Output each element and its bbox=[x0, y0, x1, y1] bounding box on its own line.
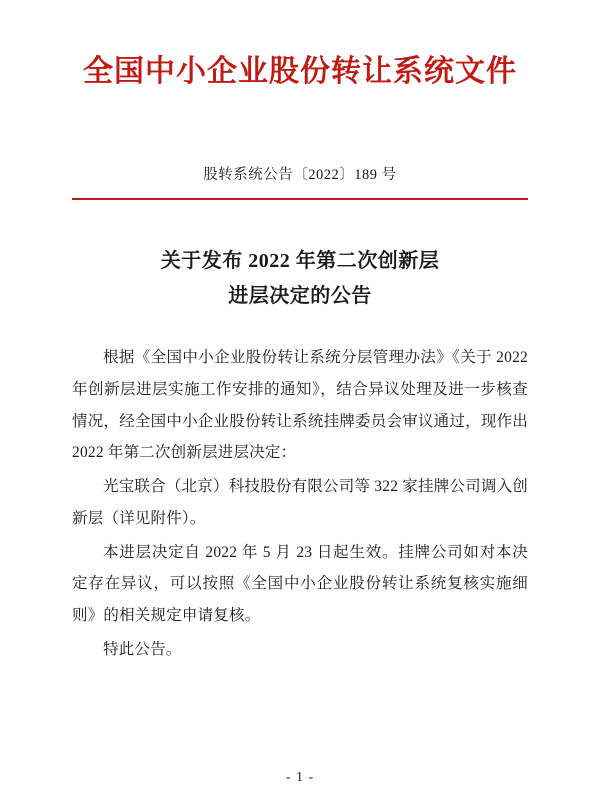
announcement-title bbox=[72, 244, 528, 314]
document-title: 全国中小企业股份转让系统文件 bbox=[83, 55, 517, 88]
body-paragraph-4: 特此公告。 bbox=[103, 640, 182, 658]
document-page bbox=[0, 52, 600, 808]
body-paragraph-1: 根据《全国中小企业股份转让系统分层管理办法》《关于 2022 年创新层进层实施工作安排的通知》，结合异议处理及进一步核查情况，经全国中小企业股份转让系统挂牌委员会审议通过，现作出 2022 年第二次创新层进层决定： bbox=[72, 349, 528, 462]
announcement-title-line-1: 关于发布 2022 年第二次创新层 bbox=[160, 250, 440, 272]
red-divider-rule bbox=[72, 198, 528, 200]
document-body bbox=[72, 342, 528, 666]
page-number: - 1 - bbox=[285, 770, 315, 785]
body-paragraph-2: 光宝联合（北京）科技股份有限公司等 322 家挂牌公司调入创新层（详见附件）。 bbox=[72, 478, 528, 527]
document-number: 股转系统公告〔2022〕189 号 bbox=[203, 167, 397, 183]
body-paragraph-3: 本进层决定自 2022 年 5 月 23 日起生效。挂牌公司如对本决定存在异议，可以按照《全国中小企业股份转让系统复核实施细则》的相关规定申请复核。 bbox=[72, 543, 528, 625]
announcement-title-line-2: 进层决定的公告 bbox=[228, 285, 372, 307]
